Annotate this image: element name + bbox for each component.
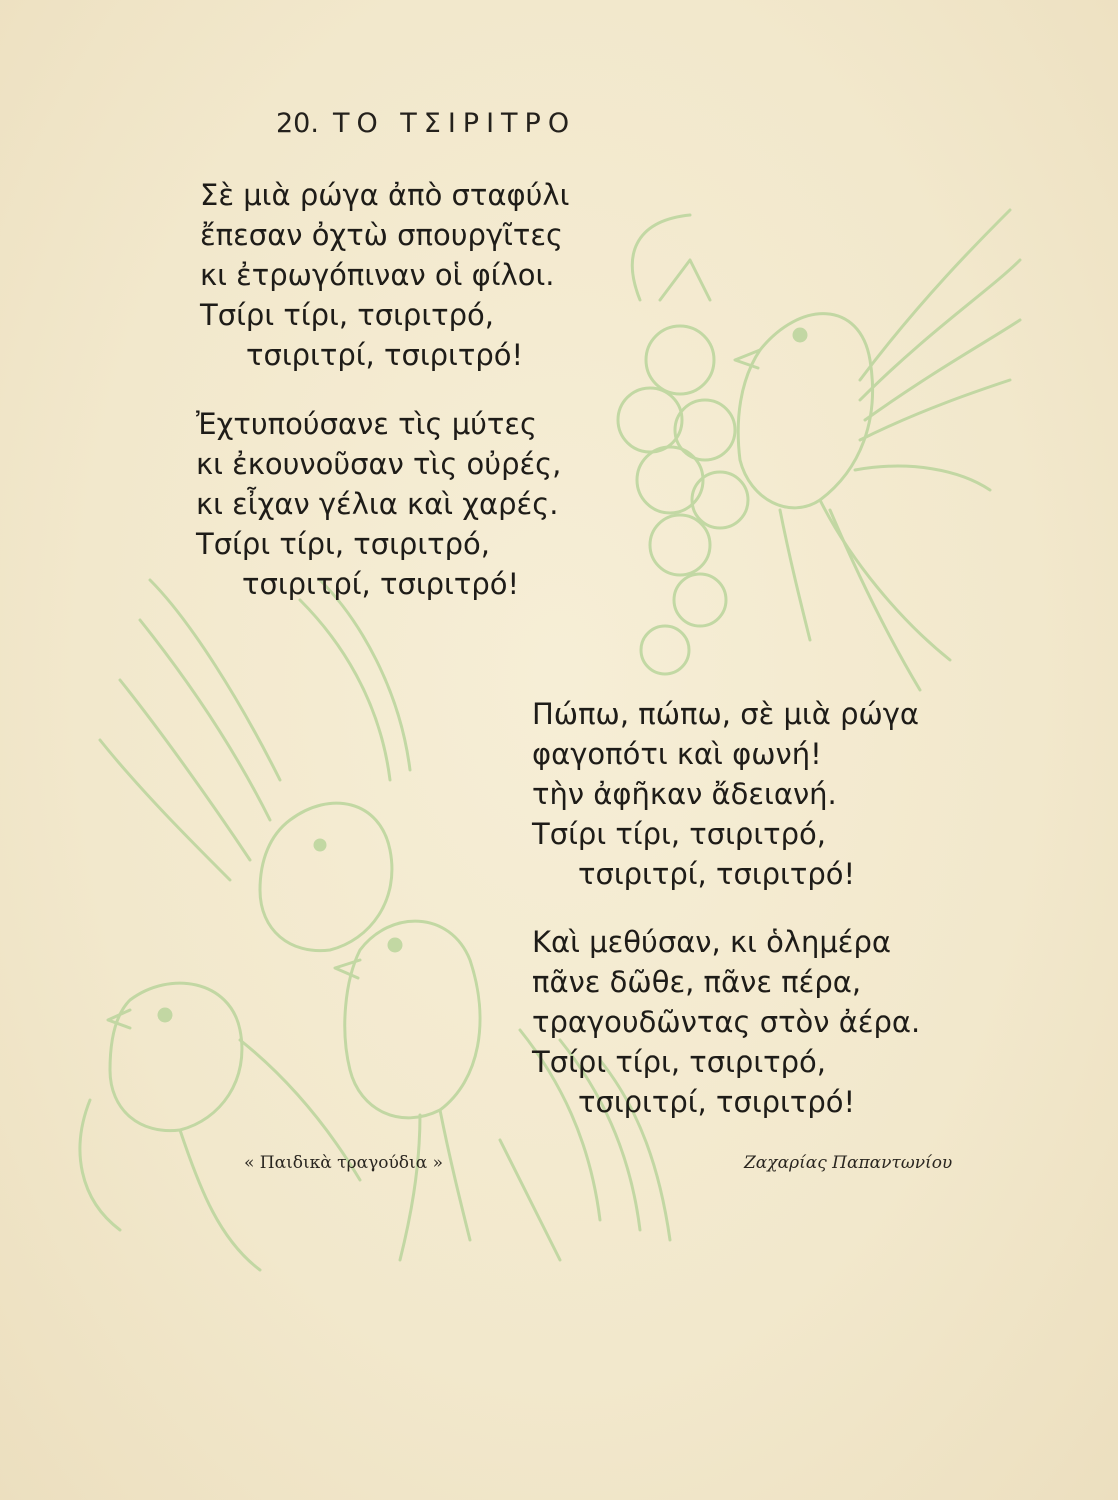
poem-title-text: ΤΟ ΤΣΙΡΙΤΡΟ [332,108,577,139]
stanza-line: κι εἶχαν γέλια καὶ χαρές. [196,487,559,521]
poem-number: 20. [276,108,319,139]
stanza-line: κι ἐτρωγόπιναν οἱ φίλοι. [200,258,555,292]
stanza-line: Ἐχτυπούσανε τὶς μύτες [196,407,538,441]
stanza-line: τὴν ἀφῆκαν ἄδειανή. [532,777,837,811]
author-name: Ζαχαρίας Παπαντωνίου [744,1153,953,1173]
stanza-line: Τσίρι τίρι, τσιριτρό, [200,298,494,332]
stanza-line: πᾶνε δῶθε, πᾶνε πέρα, [532,965,862,999]
stanza-line: Τσίρι τίρι, τσιριτρό, [532,1045,826,1079]
stanza-line: Καὶ μεθύσαν, κι ὁλημέρα [532,925,892,959]
stanza-line: κι ἐκουνοῦσαν τὶς οὐρές, [196,447,562,481]
poem-title [276,108,576,139]
stanza-line: Τσίρι τίρι, τσιριτρό, [196,527,490,561]
stanza-line: ἔπεσαν ὀχτὼ σπουργῖτες [200,218,564,252]
sparrow-middle-icon [335,921,480,1260]
stanza-line: Σὲ μιὰ ρώγα ἀπὸ σταφύλι [200,178,570,212]
stanza-line: Πώπω, πώπω, σὲ μιὰ ρώγα [532,697,920,731]
stanza-line: τσιριτρί, τσιριτρό! [578,1085,856,1119]
source-citation: « Παιδικὰ τραγούδια » [244,1153,443,1173]
stanza-line: τσιριτρί, τσιριτρό! [242,567,520,601]
stanza-line: τσιριτρί, τσιριτρό! [246,338,524,372]
grape-cluster-icon [618,215,748,674]
stanza-line: τσιριτρί, τσιριτρό! [578,857,856,891]
stanza-4 [532,922,920,1122]
stanza-2 [196,404,561,604]
sparrow-left-icon [100,580,410,951]
stanza-line: τραγουδῶντας στὸν ἀέρα. [532,1005,921,1039]
stanza-line: Τσίρι τίρι, τσιριτρό, [532,817,826,851]
sparrow-bottom-left-icon [80,983,360,1270]
sparrow-right-icon [735,210,1020,690]
stanza-3 [532,694,919,894]
stanza-1 [200,175,569,375]
stanza-line: φαγοπότι καὶ φωνή! [532,737,822,771]
